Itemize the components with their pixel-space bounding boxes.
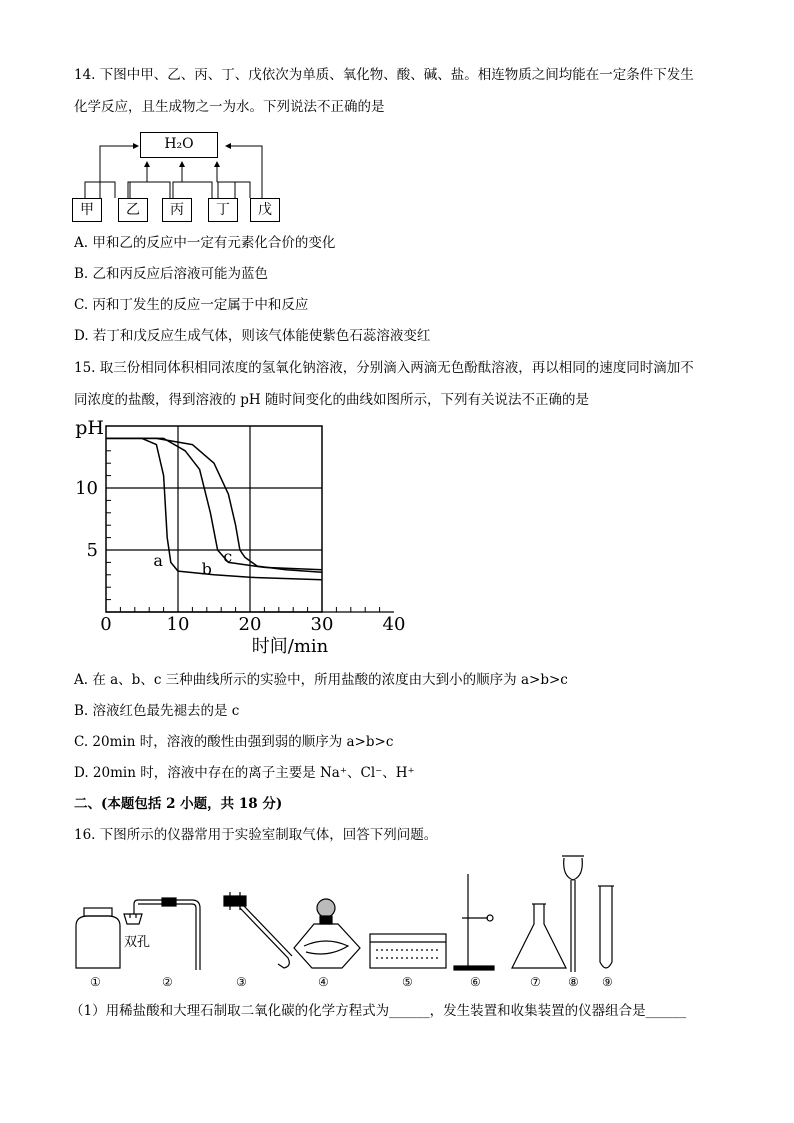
box-wu: 戊 bbox=[250, 198, 280, 222]
q15-option-d: D. 20min 时，溶液中存在的离子主要是 Na⁺、Cl⁻、H⁺ bbox=[74, 765, 415, 781]
num-8: ⑧ bbox=[568, 975, 579, 989]
x-tick-label: 10 bbox=[166, 614, 190, 635]
water-trough-icon bbox=[370, 934, 446, 968]
x-axis-label: 时间/min bbox=[251, 636, 329, 657]
q15-stem-line1: 15. 取三份相同体积相同浓度的氢氧化钠溶液，分别滴入两滴无色酚酞溶液，再以相同的速度同时滴加不 bbox=[74, 360, 694, 376]
num-4: ④ bbox=[318, 975, 329, 989]
conical-flask-icon bbox=[512, 904, 566, 968]
num-5: ⑤ bbox=[402, 975, 413, 989]
alcohol-lamp-icon bbox=[294, 899, 360, 968]
apparatus-numbers bbox=[90, 975, 613, 989]
q14-stem-line2: 化学反应，且生成物之一为水。下列说法不正确的是 bbox=[74, 99, 385, 115]
q16-stem: 16. 下图所示的仪器常用于实验室制取气体，回答下列问题。 bbox=[74, 827, 438, 843]
x-tick-label: 40 bbox=[382, 614, 406, 635]
plot-frame bbox=[106, 426, 322, 612]
num-1: ① bbox=[90, 975, 101, 989]
h2o-box: H₂O bbox=[140, 132, 218, 158]
q14-option-d: D. 若丁和戊反应生成气体，则该气体能使紫色石蕊溶液变红 bbox=[74, 328, 431, 344]
x-tick-label: 20 bbox=[238, 614, 262, 635]
x-tick-label: 30 bbox=[310, 614, 334, 635]
y-tick-label: 10 bbox=[75, 478, 98, 499]
test-tube-icon bbox=[598, 886, 614, 968]
q15-option-b: B. 溶液红色最先褪去的是 c bbox=[74, 703, 240, 719]
box-bing: 丙 bbox=[162, 198, 192, 222]
num-6: ⑥ bbox=[470, 975, 481, 989]
apparatus-figure bbox=[66, 848, 636, 993]
series-label-a: a bbox=[153, 550, 163, 570]
q16-sub1: （1）用稀盐酸和大理石制取二氧化碳的化学方程式为______，发生装置和收集装置的仪器组合是______ bbox=[70, 1003, 687, 1019]
stopper-tube-icon bbox=[124, 898, 200, 970]
num-3: ③ bbox=[236, 975, 247, 989]
q14-option-c: C. 丙和丁发生的反应一定属于中和反应 bbox=[74, 297, 309, 313]
iron-stand-icon bbox=[454, 874, 494, 970]
q14-diagram bbox=[70, 126, 300, 226]
num-2: ② bbox=[162, 975, 173, 989]
q15-stem-line2: 同浓度的盐酸，得到溶液的 pH 随时间变化的曲线如图所示，下列有关说法不正确的是 bbox=[74, 392, 589, 408]
series-label-c: c bbox=[223, 547, 233, 567]
chart-series bbox=[106, 438, 322, 579]
chart-grid bbox=[106, 426, 394, 612]
section-2-title: 二、(本题包括 2 小题，共 18 分) bbox=[74, 796, 283, 812]
long-funnel-icon bbox=[562, 856, 584, 972]
q14-option-a: A. 甲和乙的反应中一定有元素化合价的变化 bbox=[74, 235, 336, 251]
box-ding: 丁 bbox=[208, 198, 238, 222]
series-c bbox=[106, 438, 322, 572]
ph-chart bbox=[66, 417, 406, 660]
box-jia: 甲 bbox=[72, 198, 102, 222]
y-tick-label: 5 bbox=[86, 540, 98, 561]
bent-tube-icon bbox=[224, 892, 292, 968]
apparatus-label-shuangkong: 双孔 bbox=[124, 935, 151, 950]
q14-option-b: B. 乙和丙反应后溶液可能为蓝色 bbox=[74, 266, 269, 282]
y-axis-label: pH bbox=[75, 417, 104, 439]
series-label-b: b bbox=[201, 559, 212, 579]
num-9: ⑨ bbox=[602, 975, 613, 989]
gas-jar-icon bbox=[76, 908, 120, 968]
num-7: ⑦ bbox=[530, 975, 541, 989]
q15-option-c: C. 20min 时，溶液的酸性由强到弱的顺序为 a>b>c bbox=[74, 734, 394, 750]
box-yi: 乙 bbox=[118, 198, 148, 222]
series-a bbox=[106, 438, 322, 579]
q14-stem-line1: 14. 下图中甲、乙、丙、丁、戊依次为单质、氧化物、酸、碱、盐。相连物质之间均能在一定条件下发生 bbox=[74, 67, 694, 83]
x-tick-label: 0 bbox=[100, 614, 112, 635]
q15-option-a: A. 在 a、b、c 三种曲线所示的实验中，所用盐酸的浓度由大到小的顺序为 a>b>c bbox=[74, 672, 568, 688]
chart-labels bbox=[75, 417, 405, 657]
